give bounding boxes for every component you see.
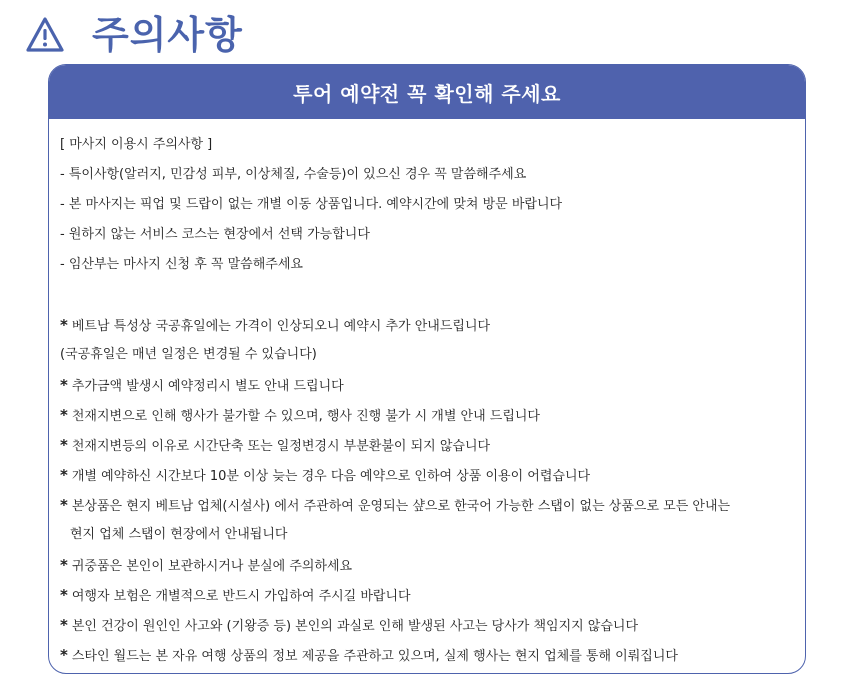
notice-line: - 원하지 않는 서비스 코스는 현장에서 선택 가능합니다: [60, 227, 370, 242]
warning-icon: [24, 15, 66, 55]
bullet-star: *: [60, 436, 68, 454]
bullet-star: *: [60, 586, 68, 604]
notice-item-text: 귀중품은 본인이 보관하시거나 분실에 주의하세요: [71, 559, 353, 574]
bullet-star: *: [60, 556, 68, 574]
notice-line: - 특이사항(알러지, 민감성 피부, 이상체질, 수술등)이 있으신 경우 꼭 말씀해주세요: [60, 167, 527, 182]
notice-item-note: (국공휴일은 매년 일정은 변경될 수 있습니다): [60, 347, 317, 362]
notice-item: [60, 370, 797, 400]
bullet-star: *: [60, 496, 68, 514]
notice-item-text: 스타인 월드는 본 자유 여행 상품의 정보 제공을 주관하고 있으며, 실제 행사는 현지 업체를 통해 이뤄집니다: [71, 649, 678, 664]
notice-item: [60, 490, 797, 520]
notice-item: [60, 550, 797, 580]
page-title: 주의사항: [92, 13, 243, 57]
bullet-star: *: [60, 316, 68, 334]
massage-notice-heading: [ 마사지 이용시 주의사항 ]: [60, 137, 213, 152]
bullet-star: *: [60, 406, 68, 424]
bullet-star: *: [60, 646, 68, 664]
notice-item-text: 개별 예약하신 시간보다 10분 이상 늦는 경우 다음 예약으로 인하여 상품 이용이 어렵습니다: [71, 469, 591, 484]
notice-item-continuation: 현지 업체 스탭이 현장에서 안내됩니다: [70, 527, 288, 542]
notice-item-text: 여행자 보험은 개별적으로 반드시 가입하여 주시길 바랍니다: [71, 589, 411, 604]
bullet-star: *: [60, 376, 68, 394]
notice-item-text: 추가금액 발생시 예약정리시 별도 안내 드립니다: [71, 379, 344, 394]
notice-item: [60, 430, 797, 460]
bullet-star: *: [60, 466, 68, 484]
notice-item-text: 본상품은 현지 베트남 업체(시설사) 에서 주관하여 운영되는 샾으로 한국어 가능한 스탭이 없는 상품으로 모든 안내는: [71, 499, 731, 514]
notice-item-text: 천재지변으로 인해 행사가 불가할 수 있으며, 행사 진행 불가 시 개별 안내 드립니다: [71, 409, 540, 424]
notice-card: [48, 64, 806, 674]
notice-item: [60, 310, 797, 340]
bullet-star: *: [60, 616, 68, 634]
notice-banner: 투어 예약전 꼭 확인해 주세요: [49, 65, 805, 119]
notice-item-text: 천재지변등의 이유로 시간단축 또는 일정변경시 부분환불이 되지 않습니다: [71, 439, 491, 454]
notice-item: [60, 610, 797, 640]
notice-line: - 임산부는 마사지 신청 후 꼭 말씀해주세요: [60, 257, 303, 272]
notice-line: - 본 마사지는 픽업 및 드랍이 없는 개별 이동 상품입니다. 예약시간에 맞쳐 방문 바랍니다: [60, 197, 563, 212]
notice-item: [60, 640, 797, 670]
notice-content: [60, 130, 797, 670]
notice-item-text: 본인 건강이 원인인 사고와 (기왕증 등) 본인의 과실로 인해 발생된 사고는 당사가 책임지지 않습니다: [71, 619, 639, 634]
notice-item: [60, 400, 797, 430]
notice-item: [60, 460, 797, 490]
notice-item: [60, 580, 797, 610]
page-header: [24, 10, 243, 60]
spacer: [60, 280, 797, 310]
notice-item-text: 베트남 특성상 국공휴일에는 가격이 인상되오니 예약시 추가 안내드립니다: [71, 319, 491, 334]
